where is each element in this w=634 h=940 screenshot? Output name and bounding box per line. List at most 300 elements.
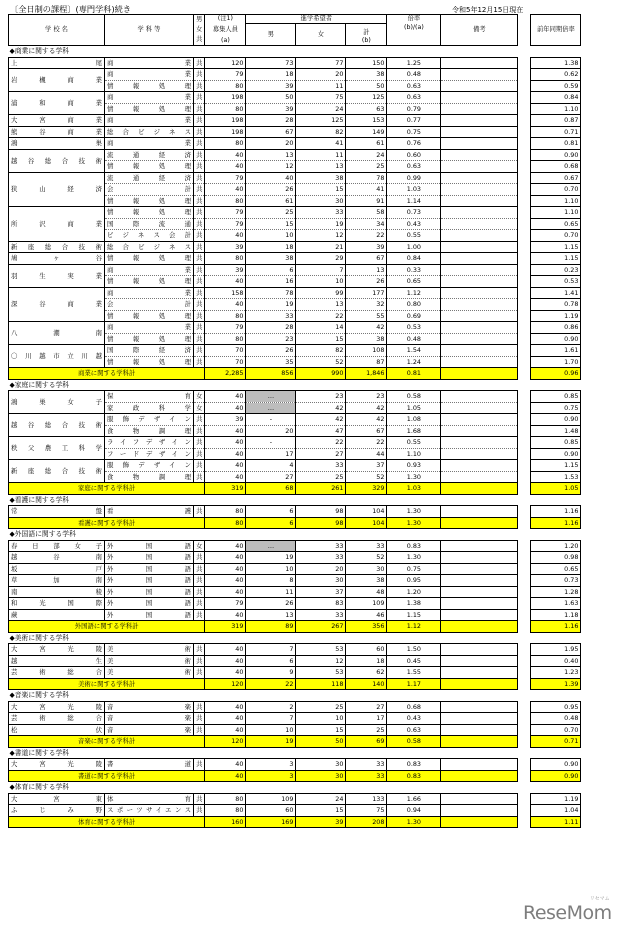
table-row: [9, 414, 581, 426]
capacity: 80: [205, 805, 246, 817]
ratio: 1.68: [387, 425, 441, 437]
gender-cell: 共: [194, 598, 205, 610]
female-count: 77: [296, 57, 346, 69]
capacity: 79: [205, 598, 246, 610]
female-count: 33: [296, 609, 346, 621]
subtotal-remarks: [441, 517, 518, 529]
ratio: 1.03: [387, 184, 441, 196]
female-count: 15: [296, 333, 346, 345]
ratio: 0.68: [387, 701, 441, 713]
male-count: 19: [246, 299, 296, 311]
remarks: [441, 115, 518, 127]
school-name: 上尾: [9, 57, 105, 69]
female-count: 29: [296, 253, 346, 265]
subtotal-remarks: [441, 621, 518, 633]
total-count: 46: [346, 609, 387, 621]
subtotal-total: 140: [346, 678, 387, 690]
ratio: 0.79: [387, 103, 441, 115]
header-ratio: 倍率: [387, 15, 441, 24]
remarks: [441, 138, 518, 150]
header-capacity-note: (注1): [205, 15, 246, 24]
capacity: 40: [205, 460, 246, 472]
total-count: 24: [346, 149, 387, 161]
subtotal-female: 30: [296, 770, 346, 782]
male-count: 2: [246, 701, 296, 713]
course-name: 国際経済: [105, 345, 194, 357]
header-male: 男: [246, 24, 296, 46]
female-count: 41: [296, 138, 346, 150]
prev-ratio: 0.73: [531, 575, 581, 587]
gap-cell: [518, 552, 531, 564]
table-row: [9, 92, 581, 104]
ratio: 1.14: [387, 195, 441, 207]
ratio: 0.53: [387, 322, 441, 334]
course-name: 家政科学: [105, 402, 194, 414]
section-title: ◆商業に関する学科: [9, 47, 70, 56]
total-count: 32: [346, 299, 387, 311]
remarks: [441, 391, 518, 403]
gap-cell: [518, 57, 531, 69]
total-count: 108: [346, 345, 387, 357]
course-name: 情報処理: [105, 161, 194, 173]
course-name: 保育: [105, 391, 194, 403]
total-count: 177: [346, 287, 387, 299]
course-name: ライフデザイン: [105, 437, 194, 449]
course-name: 商業: [105, 69, 194, 81]
gap-cell: [518, 598, 531, 610]
table-body: [9, 46, 581, 828]
school-name: 草加南: [9, 575, 105, 587]
table-row: [9, 207, 581, 219]
course-name: 商業: [105, 322, 194, 334]
school-name: 秩父農工科学: [9, 437, 105, 460]
subtotal-female: 990: [296, 368, 346, 380]
male-count: 26: [246, 345, 296, 357]
remarks: [441, 471, 518, 483]
remarks: [441, 598, 518, 610]
subtotal-label: 家庭に関する学科計: [9, 483, 205, 495]
ratio: 0.83: [387, 540, 441, 552]
female-count: 24: [296, 103, 346, 115]
gender-cell: 共: [194, 333, 205, 345]
course-name: 商業: [105, 115, 194, 127]
gender-cell: 共: [194, 724, 205, 736]
table-row: [9, 701, 581, 713]
subtotal-ratio: 1.03: [387, 483, 441, 495]
female-count: 82: [296, 345, 346, 357]
gender-cell: 共: [194, 414, 205, 426]
ratio: 1.24: [387, 356, 441, 368]
remarks: [441, 345, 518, 357]
total-count: 42: [346, 414, 387, 426]
course-name: 看護: [105, 506, 194, 518]
subtotal-row: [9, 816, 581, 828]
subtotal-remarks: [441, 368, 518, 380]
remarks: [441, 644, 518, 656]
total-count: 78: [346, 172, 387, 184]
capacity: 40: [205, 563, 246, 575]
header-capacity: 募集人員: [205, 24, 246, 37]
male-count: 16: [246, 276, 296, 288]
female-count: 42: [296, 402, 346, 414]
prev-ratio: 0.85: [531, 391, 581, 403]
capacity: 40: [205, 471, 246, 483]
ratio: 0.55: [387, 437, 441, 449]
prev-ratio: 0.78: [531, 299, 581, 311]
capacity: 40: [205, 437, 246, 449]
table-row: [9, 506, 581, 518]
remarks: [441, 80, 518, 92]
prev-ratio: 0.95: [531, 701, 581, 713]
female-count: 33: [296, 540, 346, 552]
table-row: [9, 655, 581, 667]
table-header: [9, 15, 581, 46]
gap-cell: [518, 402, 531, 414]
course-name: 情報処理: [105, 310, 194, 322]
remarks: [441, 586, 518, 598]
capacity: 40: [205, 391, 246, 403]
remarks: [441, 506, 518, 518]
capacity: 80: [205, 80, 246, 92]
total-count: 22: [346, 437, 387, 449]
subtotal-capacity: 2,285: [205, 368, 246, 380]
course-name: フードデザイン: [105, 448, 194, 460]
subtotal-label: 美術に関する学科計: [9, 678, 205, 690]
remarks: [441, 437, 518, 449]
table-row: [9, 264, 581, 276]
gender-cell: 共: [194, 425, 205, 437]
course-name: 美術: [105, 655, 194, 667]
course-name: 書道: [105, 759, 194, 771]
school-name: 大宮商業: [9, 115, 105, 127]
ratio: 1.38: [387, 598, 441, 610]
ratio: 1.30: [387, 471, 441, 483]
gap-cell: [518, 586, 531, 598]
ratio: 1.30: [387, 552, 441, 564]
ratio: 1.12: [387, 287, 441, 299]
gap-cell: [518, 115, 531, 127]
female-count: 21: [296, 241, 346, 253]
subtotal-label: 看護に関する学科計: [9, 517, 205, 529]
course-name: 流通経済: [105, 149, 194, 161]
course-name: 外国語: [105, 552, 194, 564]
subtotal-remarks: [441, 816, 518, 828]
total-count: 91: [346, 195, 387, 207]
ratio: 0.84: [387, 253, 441, 265]
gap-cell: [518, 575, 531, 587]
gap-cell: [518, 172, 531, 184]
total-count: 55: [346, 310, 387, 322]
gap-cell: [518, 724, 531, 736]
total-count: 67: [346, 425, 387, 437]
subtotal-total: 1,846: [346, 368, 387, 380]
subtotal-row: [9, 678, 581, 690]
male-count: 6: [246, 655, 296, 667]
female-count: 12: [296, 655, 346, 667]
gap-cell: [518, 391, 531, 403]
ratio: 0.77: [387, 115, 441, 127]
capacity: 40: [205, 724, 246, 736]
table-row: [9, 586, 581, 598]
total-count: 13: [346, 264, 387, 276]
capacity: 40: [205, 425, 246, 437]
gender-cell: 共: [194, 471, 205, 483]
capacity: 40: [205, 230, 246, 242]
gender-cell: 共: [194, 149, 205, 161]
header-gender: 男女共: [194, 15, 205, 46]
course-name: 外国語: [105, 575, 194, 587]
remarks: [441, 299, 518, 311]
capacity: 40: [205, 161, 246, 173]
female-count: 22: [296, 437, 346, 449]
total-count: 50: [346, 80, 387, 92]
capacity: 198: [205, 115, 246, 127]
subtotal-row: [9, 621, 581, 633]
total-count: 67: [346, 253, 387, 265]
subtotal-capacity: 120: [205, 678, 246, 690]
female-count: 53: [296, 667, 346, 679]
gender-cell: 共: [194, 713, 205, 725]
school-name: 所沢商業: [9, 207, 105, 242]
prev-ratio: 0.87: [531, 115, 581, 127]
male-count: 3: [246, 759, 296, 771]
gap-cell: [518, 667, 531, 679]
female-count: 23: [296, 391, 346, 403]
course-name: 情報処理: [105, 207, 194, 219]
subtotal-prev: 1.11: [531, 816, 581, 828]
male-count: 61: [246, 195, 296, 207]
male-count: 17: [246, 448, 296, 460]
gap-cell: [518, 563, 531, 575]
total-count: 25: [346, 161, 387, 173]
subtotal-prev: 0.71: [531, 736, 581, 748]
total-count: 150: [346, 57, 387, 69]
gap-cell: [518, 759, 531, 771]
capacity: 198: [205, 92, 246, 104]
gender-cell: 共: [194, 506, 205, 518]
total-count: 58: [346, 207, 387, 219]
male-count: 10: [246, 724, 296, 736]
gender-cell: 共: [194, 437, 205, 449]
table-row: [9, 391, 581, 403]
section-header: [9, 782, 581, 794]
gap-cell: [518, 207, 531, 219]
subtotal-prev: 0.90: [531, 770, 581, 782]
total-count: 33: [346, 540, 387, 552]
female-count: 15: [296, 724, 346, 736]
subtotal-male: 22: [246, 678, 296, 690]
total-count: 125: [346, 92, 387, 104]
logo-text: ReseMom: [523, 902, 612, 924]
course-name: 情報処理: [105, 333, 194, 345]
female-count: 14: [296, 322, 346, 334]
capacity: 40: [205, 299, 246, 311]
female-count: 25: [296, 471, 346, 483]
subtotal-female: 50: [296, 736, 346, 748]
female-count: 13: [296, 161, 346, 173]
female-count: 22: [296, 310, 346, 322]
gap-cell: [518, 149, 531, 161]
subtotal-prev: 1.05: [531, 483, 581, 495]
gap-cell: [518, 770, 531, 782]
remarks: [441, 126, 518, 138]
table-row: [9, 172, 581, 184]
section-header: [9, 529, 581, 541]
gap-cell: [518, 92, 531, 104]
subtotal-label: 商業に関する学科計: [9, 368, 205, 380]
gap-cell: [518, 103, 531, 115]
gap-cell: [518, 793, 531, 805]
section-header: [9, 632, 581, 644]
gender-cell: 共: [194, 805, 205, 817]
gap-cell: [518, 356, 531, 368]
school-name: 新座総合技術: [9, 241, 105, 253]
gap-cell: [518, 483, 531, 495]
male-count: 26: [246, 184, 296, 196]
course-name: スポーツサイエンス: [105, 805, 194, 817]
section-title: ◆看護に関する学科: [9, 495, 70, 504]
male-count: 60: [246, 805, 296, 817]
total-count: 52: [346, 552, 387, 564]
section-title: ◆家庭に関する学科: [9, 380, 70, 389]
prev-ratio: 0.70: [531, 724, 581, 736]
male-count: 18: [246, 241, 296, 253]
header-total-label: 計: [363, 29, 370, 36]
capacity: 79: [205, 218, 246, 230]
prev-ratio: 0.67: [531, 172, 581, 184]
subtotal-male: 6: [246, 517, 296, 529]
female-count: 27: [296, 448, 346, 460]
subtotal-ratio: 0.81: [387, 368, 441, 380]
male-count: 10: [246, 563, 296, 575]
course-name: 服飾デザイン: [105, 460, 194, 472]
subtotal-total: 33: [346, 770, 387, 782]
course-name: 商業: [105, 138, 194, 150]
capacity: 79: [205, 322, 246, 334]
subtotal-prev: 1.16: [531, 517, 581, 529]
subtotal-ratio: 1.30: [387, 816, 441, 828]
male-count: …: [246, 391, 296, 403]
table-row: [9, 667, 581, 679]
total-count: 109: [346, 598, 387, 610]
gap-cell: [518, 161, 531, 173]
remarks: [441, 218, 518, 230]
total-count: 38: [346, 333, 387, 345]
prev-ratio: 1.53: [531, 471, 581, 483]
section-title: ◆外国語に関する学科: [9, 530, 76, 539]
capacity: 40: [205, 713, 246, 725]
female-count: 20: [296, 69, 346, 81]
capacity: 40: [205, 448, 246, 460]
subtotal-female: 98: [296, 517, 346, 529]
section-header: [9, 46, 581, 58]
female-count: 11: [296, 149, 346, 161]
school-name: 大宮光陵: [9, 759, 105, 771]
ratio: 0.63: [387, 724, 441, 736]
male-count: 38: [246, 253, 296, 265]
ratio: 1.10: [387, 448, 441, 460]
total-count: 52: [346, 471, 387, 483]
male-count: 28: [246, 115, 296, 127]
female-count: 12: [296, 230, 346, 242]
table-row: [9, 644, 581, 656]
remarks: [441, 322, 518, 334]
total-count: 26: [346, 276, 387, 288]
section-title: ◆音楽に関する学科: [9, 691, 70, 700]
male-count: 19: [246, 552, 296, 564]
ratio: 1.55: [387, 667, 441, 679]
table-row: [9, 322, 581, 334]
female-count: 15: [296, 184, 346, 196]
total-count: 42: [346, 322, 387, 334]
male-count: 39: [246, 103, 296, 115]
school-name: 狭山経済: [9, 172, 105, 207]
female-count: 99: [296, 287, 346, 299]
prev-ratio: 1.10: [531, 103, 581, 115]
course-name: 会計: [105, 184, 194, 196]
prev-ratio: 1.41: [531, 287, 581, 299]
prev-ratio: 0.81: [531, 138, 581, 150]
section-header: [9, 379, 581, 391]
gender-cell: 共: [194, 701, 205, 713]
course-name: 商業: [105, 264, 194, 276]
subtotal-male: 19: [246, 736, 296, 748]
male-count: 73: [246, 57, 296, 69]
subtotal-remarks: [441, 483, 518, 495]
school-name: 蕨: [9, 609, 105, 621]
ratio: 0.55: [387, 230, 441, 242]
ratio: 0.83: [387, 759, 441, 771]
prev-ratio: 0.90: [531, 759, 581, 771]
male-count: 8: [246, 575, 296, 587]
total-count: 39: [346, 241, 387, 253]
total-count: 153: [346, 115, 387, 127]
gap-cell: [518, 310, 531, 322]
total-count: 23: [346, 391, 387, 403]
remarks: [441, 552, 518, 564]
male-count: 10: [246, 230, 296, 242]
gap-cell: [518, 448, 531, 460]
gender-cell: 共: [194, 241, 205, 253]
female-count: 47: [296, 425, 346, 437]
subtotal-row: [9, 770, 581, 782]
total-count: 149: [346, 126, 387, 138]
prev-ratio: 0.62: [531, 69, 581, 81]
gap-cell: [518, 253, 531, 265]
ratio: 0.73: [387, 207, 441, 219]
applicants-table: [8, 14, 581, 828]
document-title: 〔全日制の課程〕(専門学科)続き: [10, 4, 132, 14]
male-count: 9: [246, 667, 296, 679]
ratio: 0.80: [387, 299, 441, 311]
subtotal-female: 267: [296, 621, 346, 633]
capacity: 40: [205, 276, 246, 288]
subtotal-female: 118: [296, 678, 346, 690]
gender-cell: 女: [194, 391, 205, 403]
capacity: 80: [205, 253, 246, 265]
gap-cell: [518, 287, 531, 299]
total-count: 75: [346, 805, 387, 817]
capacity: 70: [205, 345, 246, 357]
gender-cell: 共: [194, 299, 205, 311]
male-count: -: [246, 414, 296, 426]
capacity: 40: [205, 149, 246, 161]
ratio: 0.45: [387, 655, 441, 667]
male-count: 20: [246, 138, 296, 150]
remarks: [441, 276, 518, 288]
subtotal-label: 書道に関する学科計: [9, 770, 205, 782]
subtotal-female: 39: [296, 816, 346, 828]
